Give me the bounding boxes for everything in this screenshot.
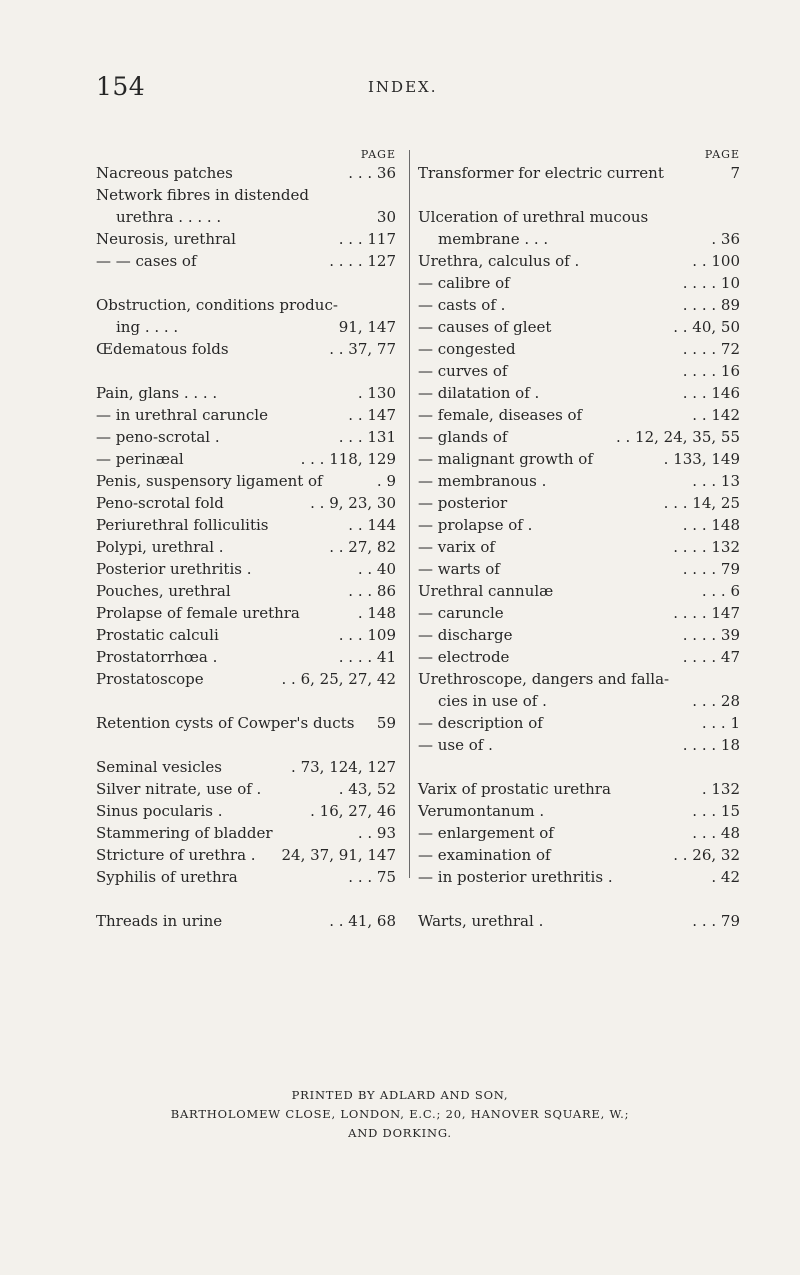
group-gap bbox=[418, 184, 740, 206]
index-entry bbox=[96, 404, 396, 426]
index-entries bbox=[418, 162, 740, 932]
index-entry bbox=[418, 426, 740, 448]
entry-pages: . . . 148 bbox=[682, 516, 740, 534]
entry-term: — in urethral caruncle bbox=[96, 406, 268, 424]
entry-pages: . . 93 bbox=[357, 824, 396, 842]
index-entries bbox=[96, 162, 396, 932]
index-entry bbox=[96, 602, 396, 624]
index-entry bbox=[96, 250, 396, 272]
entry-term: — prolapse of . bbox=[418, 516, 533, 534]
entry-pages: . 16, 27, 46 bbox=[310, 802, 396, 820]
index-entry bbox=[418, 272, 740, 294]
index-entry bbox=[418, 800, 740, 822]
entry-pages: . . . 28 bbox=[692, 692, 740, 710]
group-gap bbox=[96, 734, 396, 756]
entry-pages: . . . 75 bbox=[348, 868, 396, 886]
index-entry bbox=[418, 910, 740, 932]
entry-pages: . . . . 10 bbox=[682, 274, 740, 292]
entry-term: Sinus pocularis . bbox=[96, 802, 223, 820]
entry-term: Prostatic calculi bbox=[96, 626, 219, 644]
entry-term: — electrode bbox=[418, 648, 510, 666]
index-entry bbox=[418, 536, 740, 558]
entry-term: Pouches, urethral bbox=[96, 582, 231, 600]
entry-term: — casts of . bbox=[418, 296, 506, 314]
entry-term: membrane . . . bbox=[438, 230, 549, 248]
index-entry bbox=[96, 580, 396, 602]
index-entry bbox=[418, 316, 740, 338]
index-entry bbox=[96, 426, 396, 448]
entry-pages: . . . 14, 25 bbox=[663, 494, 740, 512]
index-entry bbox=[96, 162, 396, 184]
entry-pages: . 73, 124, 127 bbox=[291, 758, 396, 776]
entry-term: — congested bbox=[418, 340, 516, 358]
index-column-left bbox=[96, 148, 396, 932]
entry-term: — dilatation of . bbox=[418, 384, 540, 402]
column-divider bbox=[409, 150, 410, 878]
entry-term: Obstruction, conditions produc- bbox=[96, 296, 338, 314]
entry-term: Silver nitrate, use of . bbox=[96, 780, 262, 798]
imprint-line: PRINTED BY ADLARD AND SON, bbox=[291, 1088, 509, 1102]
index-entry bbox=[418, 448, 740, 470]
entry-term: — — cases of bbox=[96, 252, 197, 270]
running-head: INDEX. bbox=[368, 78, 438, 96]
index-entry bbox=[418, 558, 740, 580]
entry-pages: . . . 146 bbox=[682, 384, 740, 402]
entry-term: Nacreous patches bbox=[96, 164, 233, 182]
entry-term: Stricture of urethra . bbox=[96, 846, 256, 864]
entry-pages: . . 37, 77 bbox=[329, 340, 396, 358]
index-entry bbox=[418, 844, 740, 866]
index-entry bbox=[96, 756, 396, 778]
index-entry bbox=[418, 690, 740, 712]
index-entry bbox=[96, 844, 396, 866]
entry-pages: . . . 15 bbox=[692, 802, 740, 820]
entry-pages: . 42 bbox=[711, 868, 740, 886]
entry-pages: . . . . 79 bbox=[682, 560, 740, 578]
entry-term: Warts, urethral . bbox=[418, 912, 544, 930]
entry-term: urethra . . . . . bbox=[116, 208, 222, 226]
entry-term: Neurosis, urethral bbox=[96, 230, 236, 248]
entry-pages: . . . . 89 bbox=[682, 296, 740, 314]
index-entry bbox=[96, 492, 396, 514]
entry-pages: . . 26, 32 bbox=[673, 846, 740, 864]
index-entry bbox=[96, 338, 396, 360]
entry-term: Prostatoscope bbox=[96, 670, 204, 688]
index-entry bbox=[418, 646, 740, 668]
index-entry bbox=[418, 382, 740, 404]
page-number: 154 bbox=[96, 72, 146, 101]
entry-term: Polypi, urethral . bbox=[96, 538, 224, 556]
group-gap bbox=[96, 690, 396, 712]
index-column-right bbox=[418, 148, 740, 932]
entry-term: — warts of bbox=[418, 560, 500, 578]
entry-pages: 59 bbox=[376, 714, 396, 732]
index-entry bbox=[418, 228, 740, 250]
entry-term: — female, diseases of bbox=[418, 406, 583, 424]
entry-term: Network fibres in distended bbox=[96, 186, 310, 204]
entry-term: cies in use of . bbox=[438, 692, 547, 710]
index-entry bbox=[418, 294, 740, 316]
index-entry bbox=[418, 514, 740, 536]
entry-pages: . . 27, 82 bbox=[329, 538, 396, 556]
page-column-heading: PAGE bbox=[360, 148, 396, 161]
entry-term: Syphilis of urethra bbox=[96, 868, 238, 886]
group-gap bbox=[96, 272, 396, 294]
entry-pages: 91, 147 bbox=[338, 318, 396, 336]
entry-term: — in posterior urethritis . bbox=[418, 868, 613, 886]
entry-term: — curves of bbox=[418, 362, 508, 380]
entry-term: Periurethral folliculitis bbox=[96, 516, 269, 534]
entry-term: — varix of bbox=[418, 538, 495, 556]
entry-term: — calibre of bbox=[418, 274, 510, 292]
entry-pages: . . . . 147 bbox=[673, 604, 740, 622]
entry-pages: . . 147 bbox=[348, 406, 396, 424]
index-entry bbox=[96, 800, 396, 822]
entry-pages: . 148 bbox=[357, 604, 396, 622]
entry-term: Transformer for electric current bbox=[418, 164, 664, 182]
index-entry bbox=[96, 558, 396, 580]
entry-pages: . . . 36 bbox=[348, 164, 396, 182]
entry-pages: . . . . 72 bbox=[682, 340, 740, 358]
entry-pages: . 43, 52 bbox=[338, 780, 396, 798]
entry-pages: 30 bbox=[376, 208, 396, 226]
printer-imprint bbox=[0, 1086, 800, 1143]
entry-term: Stammering of bladder bbox=[96, 824, 273, 842]
entry-term: Prostatorrhœa . bbox=[96, 648, 218, 666]
index-entry bbox=[418, 734, 740, 756]
index-entry bbox=[96, 206, 396, 228]
index-entry bbox=[96, 910, 396, 932]
entry-pages: . . . . 16 bbox=[682, 362, 740, 380]
entry-pages: . . . 48 bbox=[692, 824, 740, 842]
entry-term: — examination of bbox=[418, 846, 551, 864]
index-entry bbox=[96, 470, 396, 492]
entry-term: — caruncle bbox=[418, 604, 504, 622]
entry-term: — enlargement of bbox=[418, 824, 554, 842]
index-entry bbox=[96, 294, 396, 316]
entry-pages: . . . 109 bbox=[338, 626, 396, 644]
entry-pages: . 130 bbox=[357, 384, 396, 402]
entry-pages: . . . 86 bbox=[348, 582, 396, 600]
entry-pages: . . 142 bbox=[692, 406, 740, 424]
index-entry bbox=[418, 250, 740, 272]
entry-pages: . . . 131 bbox=[338, 428, 396, 446]
index-entry bbox=[418, 360, 740, 382]
index-entry bbox=[96, 448, 396, 470]
entry-pages: 24, 37, 91, 147 bbox=[281, 846, 396, 864]
entry-term: — peno-scrotal . bbox=[96, 428, 220, 446]
entry-term: Peno-scrotal fold bbox=[96, 494, 224, 512]
index-entry bbox=[96, 646, 396, 668]
entry-term: — discharge bbox=[418, 626, 513, 644]
index-entry bbox=[96, 514, 396, 536]
entry-pages: . . . 13 bbox=[692, 472, 740, 490]
imprint-line: BARTHOLOMEW CLOSE, LONDON, E.C.; 20, HANOVER SQUARE, W.; bbox=[170, 1107, 630, 1121]
entry-term: ing . . . . bbox=[116, 318, 179, 336]
entry-pages: . . . 118, 129 bbox=[300, 450, 396, 468]
entry-term: Urethroscope, dangers and falla- bbox=[418, 670, 670, 688]
imprint-line: AND DORKING. bbox=[348, 1126, 452, 1140]
entry-pages: . . 100 bbox=[692, 252, 740, 270]
entry-pages: . 9 bbox=[376, 472, 396, 490]
entry-pages: . . . . 132 bbox=[673, 538, 740, 556]
entry-pages: . . . . 41 bbox=[338, 648, 396, 666]
entry-term: — description of bbox=[418, 714, 543, 732]
entry-pages: . 133, 149 bbox=[663, 450, 740, 468]
page-column-heading: PAGE bbox=[704, 148, 740, 161]
entry-pages: . . . 6 bbox=[701, 582, 740, 600]
index-entry bbox=[418, 712, 740, 734]
index-entry bbox=[418, 668, 740, 690]
entry-pages: . . . . 39 bbox=[682, 626, 740, 644]
index-entry bbox=[418, 822, 740, 844]
entry-pages: . 36 bbox=[711, 230, 740, 248]
entry-pages: . . 40, 50 bbox=[673, 318, 740, 336]
index-entry bbox=[96, 866, 396, 888]
entry-pages: . . . . 18 bbox=[682, 736, 740, 754]
entry-pages: . . . 1 bbox=[701, 714, 740, 732]
group-gap bbox=[418, 756, 740, 778]
entry-term: Penis, suspensory ligament of bbox=[96, 472, 323, 490]
entry-pages: . . . . 47 bbox=[682, 648, 740, 666]
entry-term: Pain, glans . . . . bbox=[96, 384, 218, 402]
index-entry bbox=[96, 778, 396, 800]
index-entry bbox=[96, 624, 396, 646]
entry-term: — causes of gleet bbox=[418, 318, 552, 336]
entry-term: Œdematous folds bbox=[96, 340, 229, 358]
entry-term: — glands of bbox=[418, 428, 508, 446]
entry-pages: . . . 79 bbox=[692, 912, 740, 930]
entry-term: — membranous . bbox=[418, 472, 547, 490]
index-entry bbox=[96, 228, 396, 250]
entry-term: Ulceration of urethral mucous bbox=[418, 208, 649, 226]
index-entry bbox=[96, 382, 396, 404]
entry-pages: . . 12, 24, 35, 55 bbox=[615, 428, 740, 446]
index-entry bbox=[418, 602, 740, 624]
index-entry bbox=[418, 778, 740, 800]
entry-term: — perinæal bbox=[96, 450, 184, 468]
group-gap bbox=[418, 888, 740, 910]
entry-term: — use of . bbox=[418, 736, 493, 754]
entry-pages: . . 6, 25, 27, 42 bbox=[281, 670, 396, 688]
entry-pages: . . . . 127 bbox=[329, 252, 396, 270]
entry-pages: . 132 bbox=[701, 780, 740, 798]
index-entry bbox=[418, 470, 740, 492]
entry-pages: 7 bbox=[730, 164, 740, 182]
index-entry bbox=[418, 206, 740, 228]
index-entry bbox=[418, 404, 740, 426]
entry-term: — posterior bbox=[418, 494, 508, 512]
index-entry bbox=[96, 536, 396, 558]
group-gap bbox=[96, 888, 396, 910]
entry-term: Posterior urethritis . bbox=[96, 560, 252, 578]
group-gap bbox=[96, 360, 396, 382]
entry-pages: . . 41, 68 bbox=[329, 912, 396, 930]
entry-term: Threads in urine bbox=[96, 912, 223, 930]
index-entry bbox=[96, 668, 396, 690]
index-entry bbox=[418, 492, 740, 514]
entry-term: Prolapse of female urethra bbox=[96, 604, 300, 622]
entry-term: Urethral cannulæ bbox=[418, 582, 554, 600]
entry-term: Urethra, calculus of . bbox=[418, 252, 580, 270]
index-entry bbox=[418, 580, 740, 602]
index-entry bbox=[418, 162, 740, 184]
index-entry bbox=[418, 624, 740, 646]
index-entry bbox=[96, 822, 396, 844]
entry-pages: . . 144 bbox=[348, 516, 396, 534]
entry-term: Seminal vesicles bbox=[96, 758, 222, 776]
entry-pages: . . . 117 bbox=[338, 230, 396, 248]
index-entry bbox=[96, 712, 396, 734]
entry-term: — malignant growth of bbox=[418, 450, 593, 468]
entry-pages: . . 9, 23, 30 bbox=[310, 494, 396, 512]
index-entry bbox=[96, 316, 396, 338]
entry-term: Retention cysts of Cowper's ducts bbox=[96, 714, 355, 732]
entry-term: Verumontanum . bbox=[418, 802, 545, 820]
index-entry bbox=[96, 184, 396, 206]
entry-pages: . . 40 bbox=[357, 560, 396, 578]
index-entry bbox=[418, 866, 740, 888]
index-entry bbox=[418, 338, 740, 360]
entry-term: Varix of prostatic urethra bbox=[418, 780, 611, 798]
